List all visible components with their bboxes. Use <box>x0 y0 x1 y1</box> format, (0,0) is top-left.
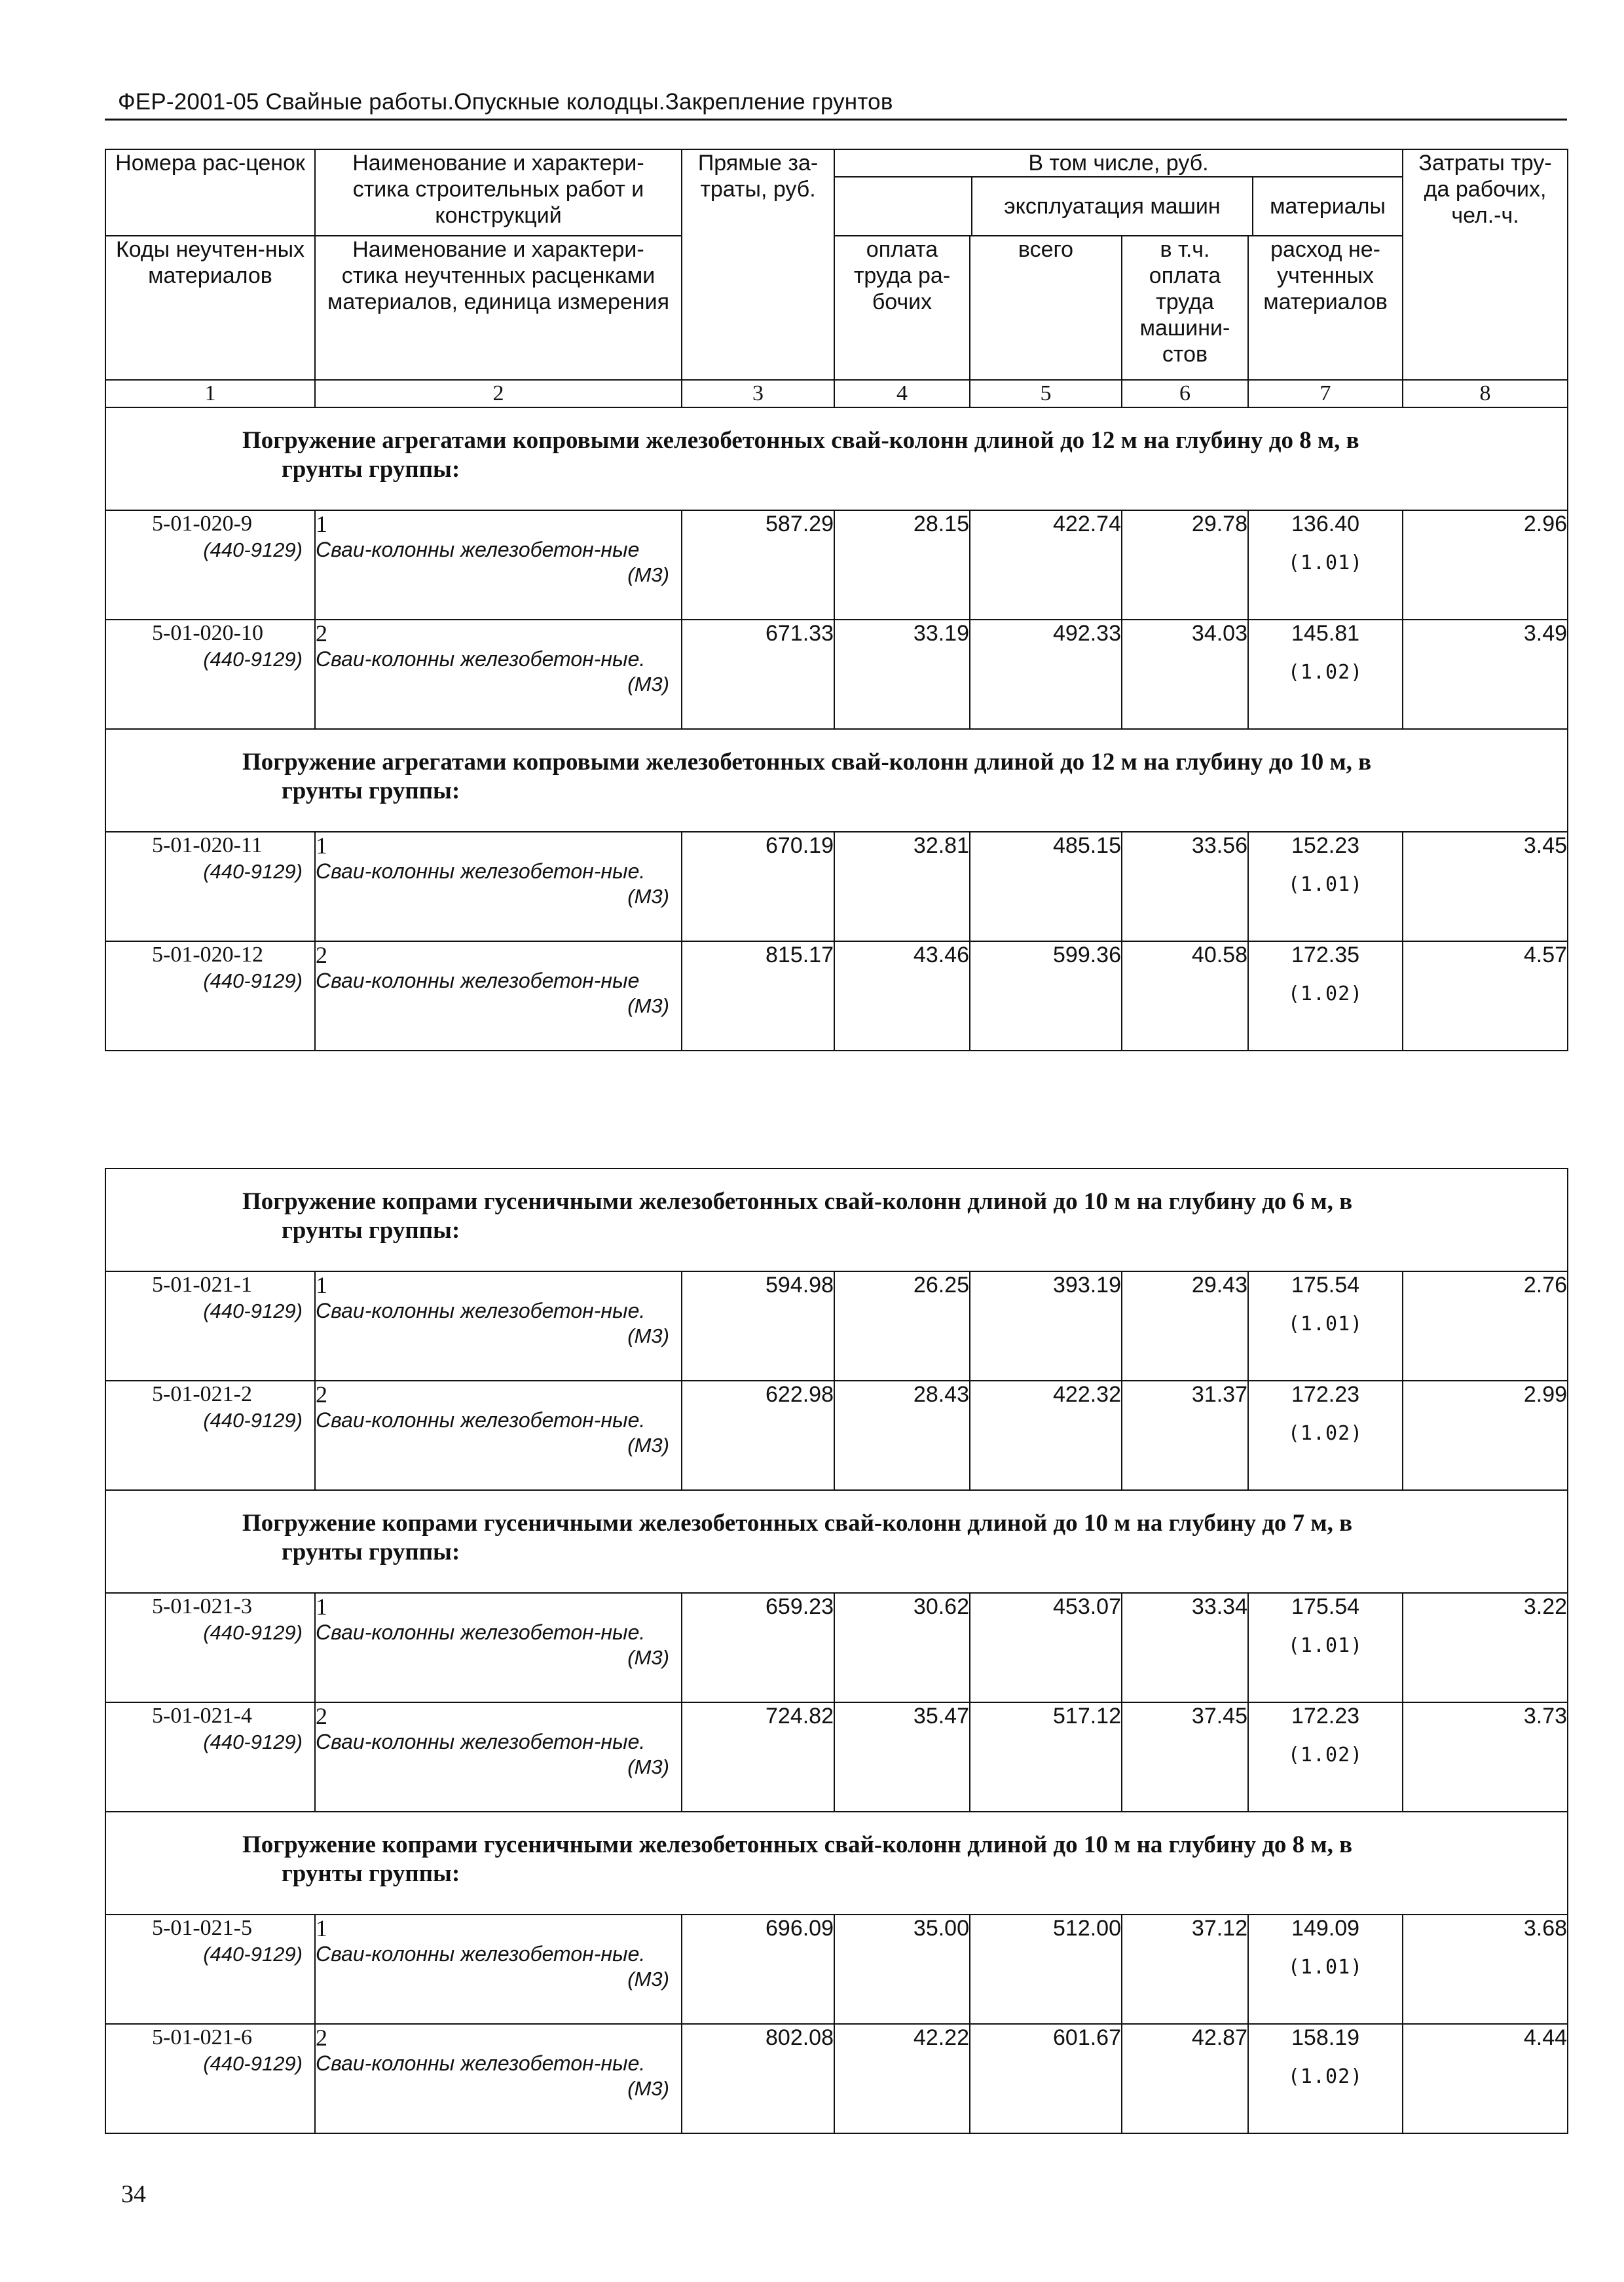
direct-costs: 622.98 <box>682 1381 834 1490</box>
materials-cost: 172.35 <box>1291 943 1360 967</box>
direct-costs: 696.09 <box>682 1915 834 2024</box>
header-work-name: Наименование и характери-стика строительных работ и конструкций <box>315 149 682 236</box>
column-number: 5 <box>970 380 1122 407</box>
section-title: Погружение копрами гусеничными железобетонных свай-колонн длиной до 10 м на глубину до 6 м, в <box>242 1188 1353 1215</box>
labor-hours: 4.57 <box>1403 941 1568 1051</box>
consumption-coefficient: (1.02) <box>1287 1422 1363 1445</box>
labor-hours: 2.96 <box>1403 510 1568 620</box>
header-labor-pay: оплата труда ра-бочих <box>834 236 970 380</box>
material-unit: (М3) <box>627 885 669 908</box>
section-title: Погружение агрегатами копровыми железобетонных свай-колонн длиной до 12 м на глубину до 8 м, в <box>242 427 1359 454</box>
material-unit: (М3) <box>627 1324 669 1347</box>
machines-total: 422.32 <box>970 1381 1122 1490</box>
soil-group-number: 2 <box>316 2025 327 2051</box>
soil-group-number: 1 <box>316 1272 327 1298</box>
labor-pay: 32.81 <box>834 832 970 941</box>
running-head-rule <box>105 119 1567 121</box>
header-machines: эксплуатация машин <box>972 178 1253 235</box>
section-heading-row <box>105 729 1568 832</box>
machinists-pay: 33.56 <box>1122 832 1248 941</box>
column-number: 7 <box>1248 380 1403 407</box>
consumption-coefficient: (1.02) <box>1287 982 1363 1005</box>
direct-costs: 724.82 <box>682 1702 834 1812</box>
rate-row <box>105 2024 1568 2133</box>
labor-pay: 28.15 <box>834 510 970 620</box>
direct-costs: 802.08 <box>682 2024 834 2133</box>
material-unit: (М3) <box>627 673 669 696</box>
direct-costs: 670.19 <box>682 832 834 941</box>
header-rate-number: Номера рас-ценок <box>105 149 315 236</box>
labor-hours: 3.49 <box>1403 620 1568 729</box>
labor-pay: 26.25 <box>834 1271 970 1381</box>
material-name: Сваи-колонны железобетон-ные <box>316 538 640 561</box>
header-unaccounted-materials: расход не-учтенных материалов <box>1248 236 1403 380</box>
header-direct-costs: Прямые за-траты, руб. <box>682 149 834 380</box>
material-name: Сваи-колонны железобетон-ные. <box>316 1299 646 1322</box>
rate-code: 5-01-021-1 <box>152 1273 252 1297</box>
column-number: 4 <box>834 380 970 407</box>
material-code: (440-9129) <box>203 969 303 992</box>
rate-code: 5-01-021-5 <box>152 1916 252 1940</box>
machinists-pay: 37.12 <box>1122 1915 1248 2024</box>
labor-pay: 42.22 <box>834 2024 970 2133</box>
rate-code: 5-01-020-9 <box>152 512 252 536</box>
material-name: Сваи-колонны железобетон-ные. <box>316 647 646 671</box>
column-number: 2 <box>315 380 682 407</box>
header-machinists-pay: в т.ч. оплата труда машини-стов <box>1122 236 1248 380</box>
direct-costs: 671.33 <box>682 620 834 729</box>
direct-costs: 594.98 <box>682 1271 834 1381</box>
rate-row <box>105 620 1568 729</box>
material-code: (440-9129) <box>203 2052 303 2075</box>
materials-cost: 145.81 <box>1291 621 1360 646</box>
rate-row <box>105 1593 1568 1702</box>
consumption-coefficient: (1.01) <box>1287 1956 1363 1979</box>
labor-pay: 33.19 <box>834 620 970 729</box>
machinists-pay: 40.58 <box>1122 941 1248 1051</box>
materials-cost: 158.19 <box>1291 2025 1360 2050</box>
soil-group-number: 2 <box>316 1381 327 1408</box>
material-code: (440-9129) <box>203 1409 303 1432</box>
column-number: 8 <box>1403 380 1568 407</box>
machinists-pay: 42.87 <box>1122 2024 1248 2133</box>
page-number: 34 <box>121 2180 146 2208</box>
section-title: Погружение копрами гусеничными железобетонных свай-колонн длиной до 10 м на глубину до 8 м, в <box>242 1831 1353 1858</box>
materials-cost: 175.54 <box>1291 1273 1360 1298</box>
materials-cost: 172.23 <box>1291 1382 1360 1407</box>
section-title-cont: грунты группы: <box>282 456 460 483</box>
machinists-pay: 31.37 <box>1122 1381 1248 1490</box>
section-heading-row <box>105 1812 1568 1915</box>
machines-total: 492.33 <box>970 620 1122 729</box>
machines-total: 517.12 <box>970 1702 1122 1812</box>
materials-cost: 175.54 <box>1291 1594 1360 1619</box>
labor-pay: 43.46 <box>834 941 970 1051</box>
machines-total: 422.74 <box>970 510 1122 620</box>
rate-code: 5-01-021-4 <box>152 1704 252 1728</box>
header-including: В том числе, руб. <box>835 150 1402 178</box>
material-name: Сваи-колонны железобетон-ные. <box>316 859 646 883</box>
header-material-codes: Коды неучтен-ных материалов <box>105 236 315 380</box>
machinists-pay: 29.43 <box>1122 1271 1248 1381</box>
rate-row <box>105 1702 1568 1812</box>
material-code: (440-9129) <box>203 648 303 671</box>
column-number: 1 <box>105 380 315 407</box>
labor-pay: 28.43 <box>834 1381 970 1490</box>
soil-group-number: 2 <box>316 620 327 646</box>
rate-row <box>105 1381 1568 1490</box>
rate-row <box>105 1271 1568 1381</box>
soil-group-number: 1 <box>316 511 327 537</box>
machinists-pay: 33.34 <box>1122 1593 1248 1702</box>
rate-row <box>105 1915 1568 2024</box>
soil-group-number: 1 <box>316 1915 327 1941</box>
direct-costs: 587.29 <box>682 510 834 620</box>
material-code: (440-9129) <box>203 1300 303 1322</box>
section-title-cont: грунты группы: <box>282 1539 460 1565</box>
material-unit: (М3) <box>627 1434 669 1457</box>
labor-hours: 2.99 <box>1403 1381 1568 1490</box>
machines-total: 512.00 <box>970 1915 1122 2024</box>
section-heading-row <box>105 1169 1568 1271</box>
labor-pay: 30.62 <box>834 1593 970 1702</box>
rate-code: 5-01-020-12 <box>152 943 263 967</box>
materials-cost: 149.09 <box>1291 1916 1360 1941</box>
material-code: (440-9129) <box>203 1730 303 1753</box>
machinists-pay: 29.78 <box>1122 510 1248 620</box>
material-name: Сваи-колонны железобетон-ные. <box>316 2051 646 2075</box>
consumption-coefficient: (1.02) <box>1287 2065 1363 2088</box>
direct-costs: 659.23 <box>682 1593 834 1702</box>
labor-hours: 3.68 <box>1403 1915 1568 2024</box>
running-head: ФЕР-2001-05 Свайные работы.Опускные колодцы.Закрепление грунтов <box>118 89 893 115</box>
materials-cost: 136.40 <box>1291 512 1360 536</box>
material-code: (440-9129) <box>203 1943 303 1966</box>
rate-code: 5-01-021-6 <box>152 2025 252 2049</box>
rate-row <box>105 941 1568 1051</box>
labor-hours: 2.76 <box>1403 1271 1568 1381</box>
consumption-coefficient: (1.02) <box>1287 1744 1363 1767</box>
machines-total: 599.36 <box>970 941 1122 1051</box>
labor-hours: 3.73 <box>1403 1702 1568 1812</box>
consumption-coefficient: (1.02) <box>1287 661 1363 684</box>
section-title-cont: грунты группы: <box>282 1860 460 1887</box>
direct-costs: 815.17 <box>682 941 834 1051</box>
material-unit: (М3) <box>627 563 669 586</box>
machines-total: 485.15 <box>970 832 1122 941</box>
material-name: Сваи-колонны железобетон-ные <box>316 969 640 992</box>
table-caption-row <box>105 1051 1568 1169</box>
rate-row <box>105 510 1568 620</box>
consumption-coefficient: (1.01) <box>1287 1634 1363 1657</box>
section-title-cont: грунты группы: <box>282 1217 460 1244</box>
rate-code: 5-01-021-2 <box>152 1382 252 1406</box>
rate-code: 5-01-021-3 <box>152 1594 252 1618</box>
rate-code: 5-01-020-10 <box>152 621 263 645</box>
price-table <box>105 149 1568 2134</box>
material-name: Сваи-колонны железобетон-ные. <box>316 1730 646 1753</box>
material-code: (440-9129) <box>203 538 303 561</box>
materials-cost: 152.23 <box>1291 833 1360 858</box>
soil-group-number: 1 <box>316 1594 327 1620</box>
section-heading-row <box>105 407 1568 510</box>
material-unit: (М3) <box>627 1646 669 1669</box>
material-name: Сваи-колонны железобетон-ные. <box>316 1620 646 1644</box>
materials-cost: 172.23 <box>1291 1704 1360 1729</box>
consumption-coefficient: (1.01) <box>1287 1313 1363 1336</box>
machines-total: 393.19 <box>970 1271 1122 1381</box>
header-materials: материалы <box>1270 194 1386 219</box>
rate-row <box>105 832 1568 941</box>
labor-hours: 3.22 <box>1403 1593 1568 1702</box>
machines-total: 601.67 <box>970 2024 1122 2133</box>
machinists-pay: 37.45 <box>1122 1702 1248 1812</box>
material-unit: (М3) <box>627 994 669 1017</box>
column-number: 3 <box>682 380 834 407</box>
material-unit: (М3) <box>627 1968 669 1991</box>
soil-group-number: 1 <box>316 832 327 859</box>
material-unit: (М3) <box>627 1755 669 1778</box>
labor-hours: 3.45 <box>1403 832 1568 941</box>
material-name: Сваи-колонны железобетон-ные. <box>316 1408 646 1432</box>
labor-hours: 4.44 <box>1403 2024 1568 2133</box>
labor-pay: 35.47 <box>834 1702 970 1812</box>
material-unit: (М3) <box>627 2077 669 2100</box>
section-title-cont: грунты группы: <box>282 777 460 804</box>
labor-pay: 35.00 <box>834 1915 970 2024</box>
consumption-coefficient: (1.01) <box>1287 873 1363 896</box>
material-code: (440-9129) <box>203 1621 303 1644</box>
material-code: (440-9129) <box>203 860 303 883</box>
consumption-coefficient: (1.01) <box>1287 552 1363 574</box>
section-heading-row <box>105 1490 1568 1593</box>
machines-total: 453.07 <box>970 1593 1122 1702</box>
rate-code: 5-01-020-11 <box>152 833 263 857</box>
column-number: 6 <box>1122 380 1248 407</box>
header-machines-total: всего <box>970 236 1122 380</box>
machinists-pay: 34.03 <box>1122 620 1248 729</box>
header-material-name: Наименование и характери-стика неучтенных расценками материалов, единица измерения <box>315 236 682 380</box>
soil-group-number: 2 <box>316 1703 327 1729</box>
material-name: Сваи-колонны железобетон-ные. <box>316 1942 646 1966</box>
soil-group-number: 2 <box>316 942 327 968</box>
section-title: Погружение копрами гусеничными железобетонных свай-колонн длиной до 10 м на глубину до 7 м, в <box>242 1510 1353 1537</box>
header-labor-hours: Затраты тру-да рабочих, чел.-ч. <box>1403 149 1568 380</box>
section-title: Погружение агрегатами копровыми железобетонных свай-колонн длиной до 12 м на глубину до 10 м, в <box>242 749 1372 776</box>
